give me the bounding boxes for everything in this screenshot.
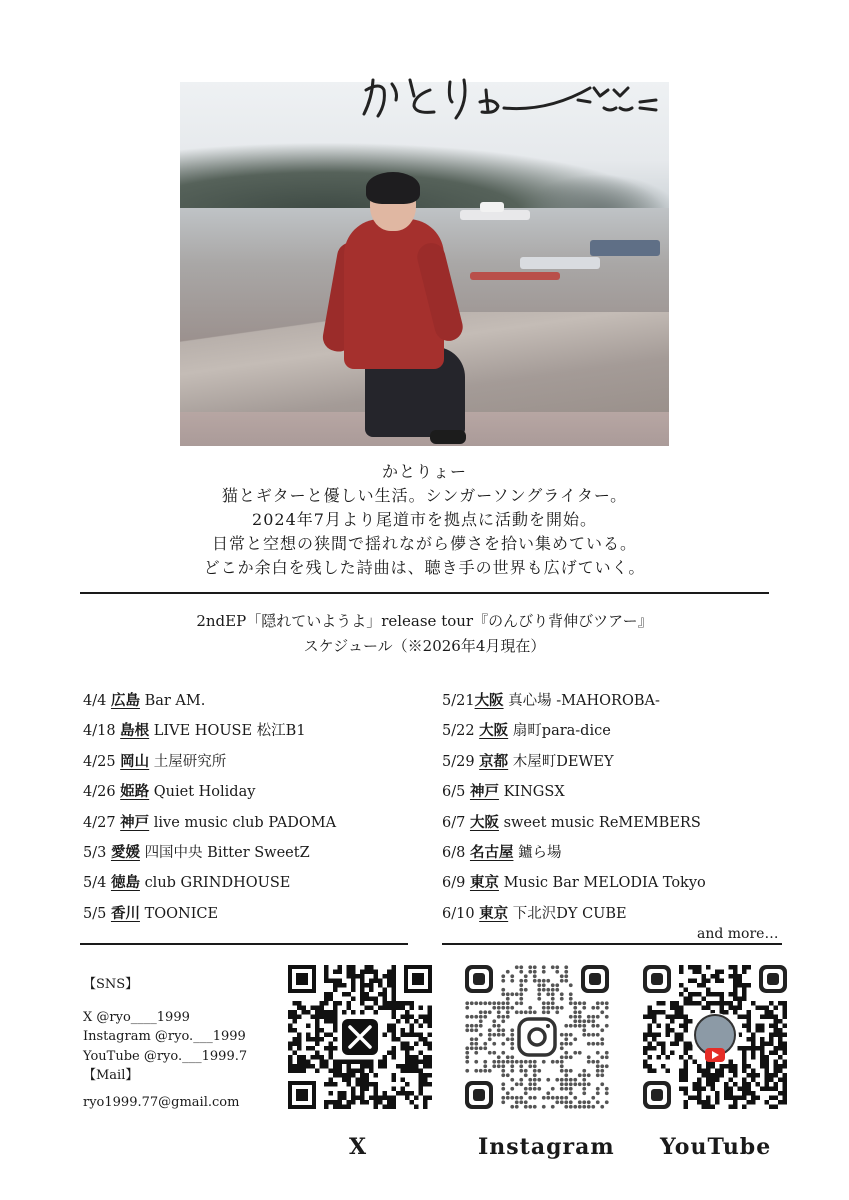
divider — [80, 943, 408, 945]
instagram-logo-icon — [515, 1015, 559, 1059]
x-qr-code[interactable] — [288, 965, 432, 1109]
schedule-row: 4/27 神戸 live music club PADOMA — [83, 813, 337, 831]
and-more-text: and more… — [697, 926, 779, 942]
intro-line: 2024年7月より尾道市を拠点に活動を開始。 — [252, 510, 597, 529]
mail-address[interactable]: ryo1999.77@gmail.com — [83, 1095, 240, 1111]
schedule-row: 6/5 神戸 KINGSX — [442, 783, 565, 801]
schedule-row: 5/22 大阪 扇町para-dice — [442, 722, 611, 740]
artist-photo — [180, 82, 669, 446]
tour-subtitle: スケジュール（※2026年4月現在） — [303, 637, 546, 655]
schedule-row: 4/18 島根 LIVE HOUSE 松江B1 — [83, 722, 306, 740]
youtube-qr-code[interactable] — [643, 965, 787, 1109]
sns-heading: 【SNS】 — [83, 977, 139, 992]
schedule-row: 6/7 大阪 sweet music ReMEMBERS — [442, 813, 701, 831]
schedule-row: 6/9 東京 Music Bar MELODIA Tokyo — [442, 874, 706, 892]
handwritten-title-logo — [358, 68, 663, 128]
schedule-row: 4/25 岡山 土屋研究所 — [83, 752, 227, 770]
x-label: X — [349, 1134, 368, 1160]
tour-heading — [0, 609, 849, 659]
instagram-qr-code[interactable] — [465, 965, 609, 1109]
mail-heading: 【Mail】 — [83, 1067, 139, 1083]
intro-line: 日常と空想の狭間で揺れながら儚さを拾い集めている。 — [211, 534, 637, 553]
divider — [442, 943, 782, 945]
schedule-row: 5/4 徳島 club GRINDHOUSE — [83, 874, 291, 892]
schedule-row: 4/4 広島 Bar AM. — [83, 692, 206, 709]
schedule-row: 5/5 香川 TOONICE — [83, 904, 219, 922]
artist-intro — [0, 460, 849, 580]
sns-info — [83, 975, 247, 1112]
divider — [80, 592, 769, 594]
schedule-row: 5/29 京都 木屋町DEWEY — [442, 752, 614, 770]
instagram-handle[interactable]: Instagram @ryo.___1999 — [83, 1029, 246, 1045]
schedule-left-column — [83, 686, 336, 929]
schedule-row: 6/10 東京 下北沢DY CUBE — [442, 904, 627, 922]
x-handle[interactable]: X @ryo____1999 — [83, 1010, 190, 1026]
x-logo-icon — [342, 1019, 378, 1055]
youtube-logo-icon — [691, 1013, 739, 1062]
artist-name: かとりょー — [381, 462, 467, 481]
instagram-label: Instagram — [478, 1134, 615, 1160]
youtube-label: YouTube — [660, 1134, 772, 1160]
schedule-row: 5/3 愛媛 四国中央 Bitter SweetZ — [83, 844, 310, 862]
intro-line: どこか余白を残した詩曲は、聴き手の世界も広げていく。 — [203, 558, 646, 577]
youtube-handle[interactable]: YouTube @ryo.___1999.7 — [83, 1048, 248, 1064]
intro-line: 猫とギターと優しい生活。シンガーソングライター。 — [221, 486, 628, 505]
schedule-row: 4/26 姫路 Quiet Holiday — [83, 783, 256, 801]
schedule-row: 6/8 名古屋 鑪ら場 — [442, 844, 562, 862]
schedule-right-column — [442, 686, 706, 929]
schedule-row: 5/21大阪 真心場 -MAHOROBA- — [442, 692, 660, 709]
tour-title: 2ndEP「隠れていようよ」release tour『のんびり背伸びツアー』 — [196, 612, 653, 630]
